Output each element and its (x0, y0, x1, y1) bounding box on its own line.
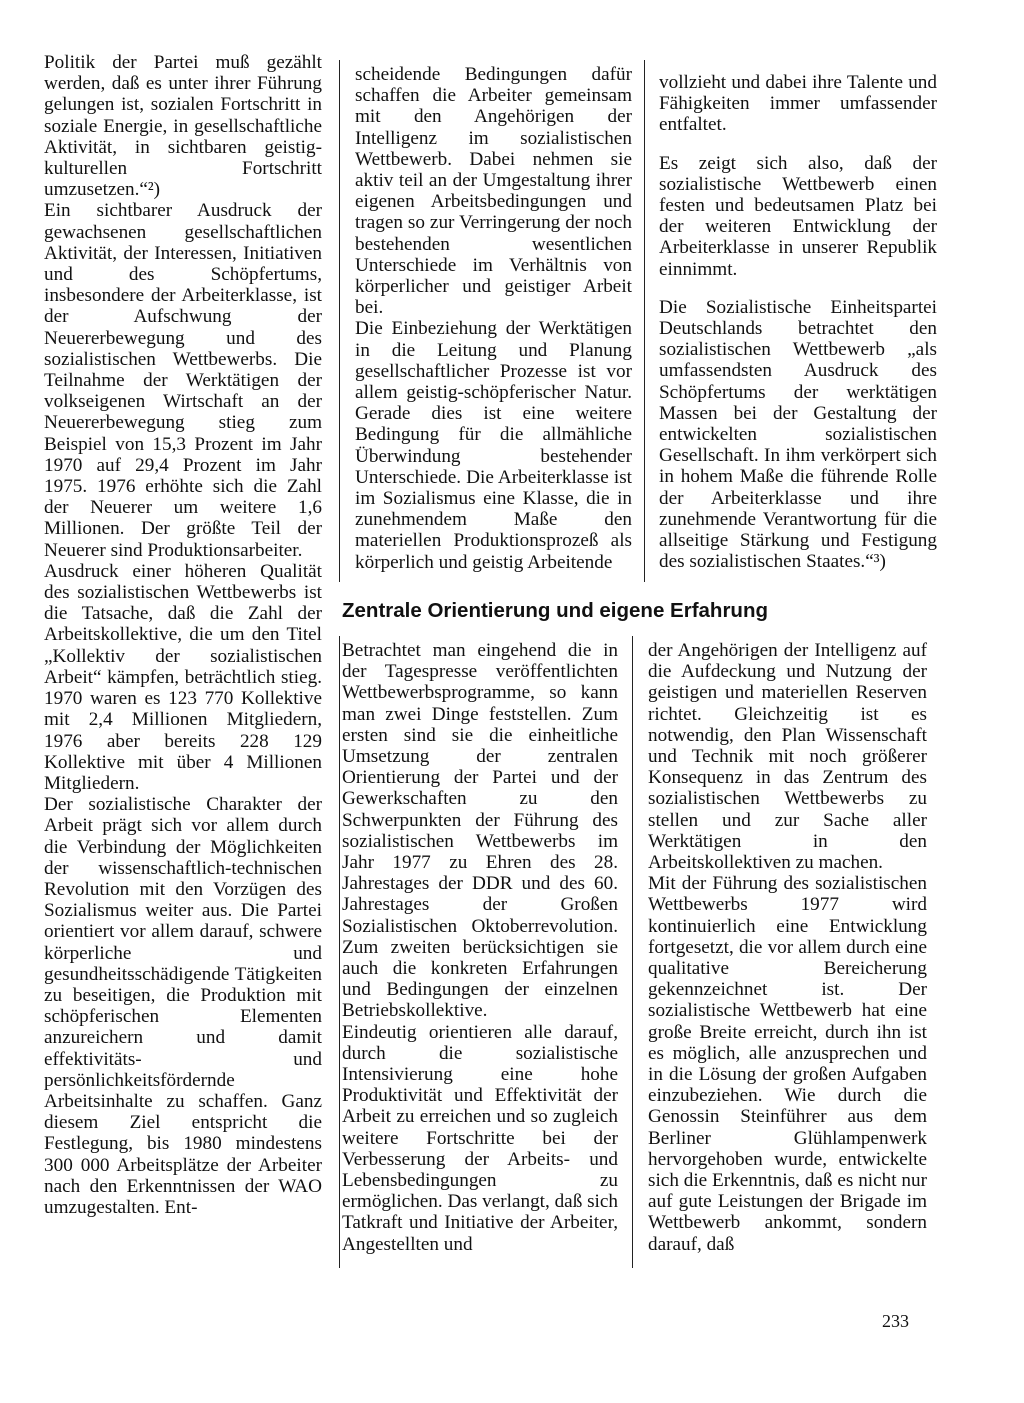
paragraph: Betrachtet man eingehend die in der Tagespresse veröffentlichten Wettbewerbsprogramme, so kann man zwei Dinge feststellen. Zum ersten sind sie die einheitliche Umsetzung der zentralen Orientierung der Partei und der Gewerkschaften zu den Schwerpunkten der Führung des sozialistischen Wettbewerbs im Jahr 1977 zu Ehren des 28. Jahrestages der DDR und des 60. Jahrestages der Großen Sozialistischen Oktoberrevolution. Zum zweiten berücksichtigen sie auch die konkreten Erfahrungen und Bedingungen der einzelnen Betriebskollektive. (342, 640, 618, 1022)
column-rule (339, 636, 340, 1268)
paragraph: Die Sozialistische Einheitspartei Deutschlands betrachtet den sozialistischen Wettbewerb „als umfassendsten Ausdruck des Schöpfertums der werktätigen Massen bei der Gestaltung der entwickelten sozialistischen Gesellschaft. In ihm verkörpert sich in hohem Maße die führende Rolle der Arbeiterklasse und ihre zunehmende Verantwortung für die allseitige Stärkung und Festigung des sozialistischen Staates.“³) (659, 296, 937, 573)
right-top-column (659, 72, 937, 572)
paragraph: Der sozialistische Charakter der Arbeit prägt sich vor allem durch die Verbindung der Möglichkeiten der wissenschaftlich-technischen Revolution mit den Vorzügen des Sozialismus weiter aus. Die Partei orientiert vor allem darauf, schwere körperliche und gesundheitsschädigende Tätigkeiten zu beseitigen, die Produktion mit schöpferischen Elementen anzureichern und damit effektivitäts- und persönlichkeitsfördernde Arbeitsinhalte zu schaffen. Ganz diesem Ziel entspricht die Festlegung, bis 1980 mindestens 300 000 Arbeitsplätze der Arbeiter nach den Erkenntnissen der WAO umzugestalten. Ent- (44, 794, 322, 1218)
middle-top-column (355, 64, 632, 573)
middle-bottom-column (342, 640, 618, 1255)
section-heading: Zentrale Orientierung und eigene Erfahrung (342, 599, 768, 622)
paragraph: Eindeutig orientieren alle darauf, durch die sozialistische Intensivierung eine hohe Produktivität und Effektivität der Arbeit zu erreichen und so zugleich weitere Fortschritte bei der Verbesserung der Arbeits- und Lebensbedingungen zu ermöglichen. Das verlangt, daß sich Tatkraft und Initiative der Arbeiter, Angestellten und (342, 1021, 618, 1255)
column-rule (632, 636, 633, 1268)
left-column (44, 52, 322, 1218)
paragraph: der Angehörigen der Intelligenz auf die Aufdeckung und Nutzung der geistigen und materiellen Reserven richtet. Gleichzeitig ist es notwendig, den Plan Wissenschaft und Technik mit noch größerer Konsequenz in das Zentrum des sozialistischen Wettbewerbs zu stellen und zur Sache aller Werktätigen in den Arbeitskollektiven zu machen. (648, 640, 927, 874)
paragraph: Ein sichtbarer Ausdruck der gewachsenen gesellschaftlichen Aktivität, der Interessen, Initiativen und des Schöpfertums, insbesondere der Arbeiterklasse, ist der Aufschwung der Neuererbewegung und des sozialistischen Wettbewerbs. Die Teilnahme der Werktätigen der volkseigenen Wirtschaft an der Neuererbewegung stieg zum Beispiel von 15,3 Prozent im Jahr 1970 auf 29,4 Prozent im Jahr 1975. 1976 erhöhte sich die Zahl der Neuerer um weitere 1,6 Millionen. Der größte Teil der Neuerer sind Produktionsarbeiter. (44, 200, 322, 561)
page-number: 233 (882, 1311, 909, 1331)
column-rule (644, 60, 645, 582)
right-bottom-column (648, 640, 927, 1255)
paragraph: Die Einbeziehung der Werktätigen in die Leitung und Planung gesellschaftlicher Prozesse ist vor allem geistig-schöpferischer Natur. Gerade dies ist eine weitere Bedingung für die allmähliche Überwindung bestehender Unterschiede. Die Arbeiterklasse ist im Sozialismus eine Klasse, die in zunehmendem Maße den materiellen Produktionsprozeß als körperlich und geistig Arbeitende (355, 318, 632, 573)
paragraph: vollzieht und dabei ihre Talente und Fähigkeiten immer umfassender entfaltet. (659, 72, 937, 136)
paragraph: Mit der Führung des sozialistischen Wettbewerbs 1977 wird kontinuierlich eine Entwicklung fortgesetzt, die vor allem durch eine qualitative Bereicherung gekennzeichnet ist. Der sozialistische Wettbewerb hat eine große Breite erreicht, durch ihn ist es möglich, alle anzusprechen und in die Lösung der großen Aufgaben einzubeziehen. Wie durch die Genossin Steinführer aus dem Berliner Glühlampenwerk hervorgehoben wurde, entwickelte sich die Erkenntnis, daß es nicht nur auf gute Leistungen der Brigade im Wettbewerb ankommt, sondern darauf, daß (648, 873, 927, 1255)
paragraph: Es zeigt sich also, daß der sozialistische Wettbewerb einen festen und bedeutsamen Platz bei der weiteren Entwicklung der Arbeiterklasse in unserer Republik einnimmt. (659, 152, 937, 280)
paragraph: scheidende Bedingungen dafür schaffen die Arbeiter gemeinsam mit den Angehörigen der Intelligenz im sozialistischen Wettbewerb. Dabei nehmen sie aktiv teil an der Umgestaltung ihrer eigenen Arbeitsbedingungen und tragen so zur Verringerung der noch bestehenden wesentlichen Unterschiede im Verhältnis von körperlicher und geistiger Arbeit bei. (355, 64, 632, 319)
paragraph: Politik der Partei muß gezählt werden, daß es unter ihrer Führung gelungen ist, sozialen Fortschritt in soziale Energie, in gesellschaftliche Aktivität, in sichtbaren geistig-kulturellen Fortschritt umzusetzen.“²) (44, 52, 322, 201)
column-rule (339, 60, 340, 582)
paragraph: Ausdruck einer höheren Qualität des sozialistischen Wettbewerbs ist die Tatsache, daß die Zahl der Arbeitskollektive, die um den Titel „Kollektiv der sozialistischen Arbeit“ kämpfen, beträchtlich stieg. 1970 waren es 123 770 Kollektive mit 2,4 Millionen Mitgliedern, 1976 aber bereits 228 129 Kollektive mit über 4 Millionen Mitgliedern. (44, 560, 322, 794)
